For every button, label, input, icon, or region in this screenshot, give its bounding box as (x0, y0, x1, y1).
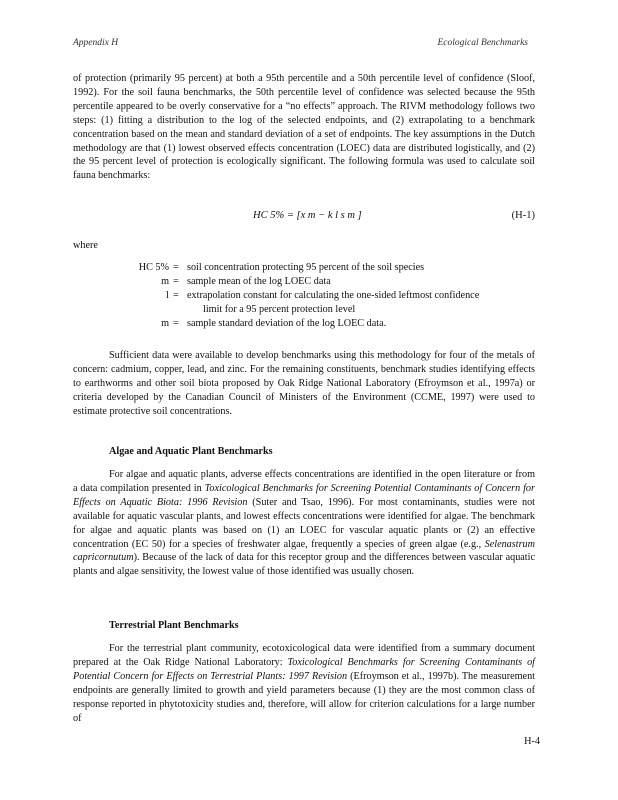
where-label: where (73, 240, 98, 251)
equation-h1 (73, 210, 535, 226)
document-title: Toxicological Benchmarks for Screening Contaminants of Potential Concern for Effects on Terrestrial Plants: 1997 Revision (73, 656, 536, 682)
equation-number: (H-1) (511, 210, 535, 221)
text-run: For the terrestrial plant community, ecotoxicological data were identified from a summary document prepared at the Oak Ridge National Laboratory: (73, 643, 535, 668)
paragraph-soil-benchmarks (73, 349, 535, 419)
definition-text: soil concentration protecting 95 percent of the soil species (187, 262, 425, 273)
definitions-list (73, 261, 535, 330)
definition-text: sample standard deviation of the log LOEC data. (187, 317, 387, 329)
paragraph-terrestrial (73, 642, 535, 725)
paragraph-algae (73, 468, 535, 579)
species-name: Selenastrum capricornutum (73, 538, 535, 564)
paragraph-text: Sufficient data were available to develop benchmarks using this methodology for four of the metals of concern: cadmium, copper, lead, and zinc. For the remaining constituents, benchmark studies identifying effects to earthworms and other soil biota proposed by Oak Ridge National Laboratory (Efroymson et al., 1997a) or criteria developed by the Canadian Council of Ministers of the Environment (CCME, 1997) were used to estimate protective soil concentrations. (73, 350, 535, 417)
definition-symbol: l (166, 289, 169, 301)
definition-equals: = (173, 317, 179, 329)
definition-symbol: m (161, 275, 169, 287)
definition-row (73, 317, 535, 331)
definition-equals: = (173, 262, 179, 273)
text-run: (Efroymson et al., 1997b). The measurement endpoints are generally limited to growth and yield parameters because (1) they are the most common class of response reported in phytotoxicity studies and, therefore, will allow for criterion calculations for a large number of (73, 670, 535, 724)
paragraph-text (73, 468, 535, 579)
definition-equals: = (173, 289, 179, 301)
definition-row (73, 275, 535, 289)
header-right: Ecological Benchmarks (437, 38, 528, 48)
definition-symbol: HC 5% (138, 262, 169, 273)
text-run: ). Because of the lack of data for this receptor group and the differences between vascular aquatic plants and algae sensitivity, the lowest value of those identified was usually chosen. (73, 552, 535, 578)
text-run: For algae and aquatic plants, adverse effects concentrations are identified in the open literature or from a data compilation presented in (73, 469, 535, 494)
paragraph-text: of protection (primarily 95 percent) at both a 95th percentile and a 50th percentile level of confidence (Sloof, 1992). For the soil fauna benchmarks, the 50th percentile level of confidence was selected because the 95th percentile appeared to be overly conservative for a “no effects” approach. The RIVM methodology follows two steps: (1) fitting a distribution to the log of the selected endpoints, and (2) extrapolating to a benchmark concentration based on the mean and standard deviation of a set of endpoints. The key assumptions in the Dutch methodology are that (1) lowest observed effects concentration (LOEC) data are distributed logistically, and (2) the 95 percent level of protection is ecologically significant. The following formula was used to calculate soil fauna benchmarks: (73, 73, 535, 182)
document-title: Toxicological Benchmarks for Screening Potential Contaminants of Concern for Effects on Aquatic Biota: 1996 Revision (73, 482, 535, 508)
header-left: Appendix H (73, 38, 119, 48)
heading-algae: Algae and Aquatic Plant Benchmarks (109, 446, 273, 457)
definition-equals: = (173, 275, 179, 287)
paragraph-rivm-methodology (73, 72, 535, 183)
equation-formula: HC 5% = [x m − k l s m ] (253, 210, 362, 221)
definition-row (73, 261, 535, 275)
definition-text: limit for a 95 percent protection level (203, 303, 356, 315)
definition-text: sample mean of the log LOEC data (187, 275, 331, 287)
definition-text: extrapolation constant for calculating the one-sided leftmost confidence (187, 289, 480, 301)
definition-row (73, 303, 535, 317)
heading-terrestrial: Terrestrial Plant Benchmarks (109, 620, 239, 631)
text-run: (Suter and Tsao, 1996). For most contaminants, studies were not available for aquatic vascular plants, and lowest effects concentrations were identified for algae. The benchmark for algae and aquatic plants was based on (1) an LOEC for vascular aquatic plants or (2) an effective concentration (EC 50) for a species of freshwater algae, frequently a species of green algae (e.g., (73, 496, 535, 550)
page-number: H-4 (524, 736, 540, 747)
definition-row (73, 289, 535, 303)
definition-symbol: m (161, 317, 169, 329)
paragraph-text (73, 642, 535, 725)
